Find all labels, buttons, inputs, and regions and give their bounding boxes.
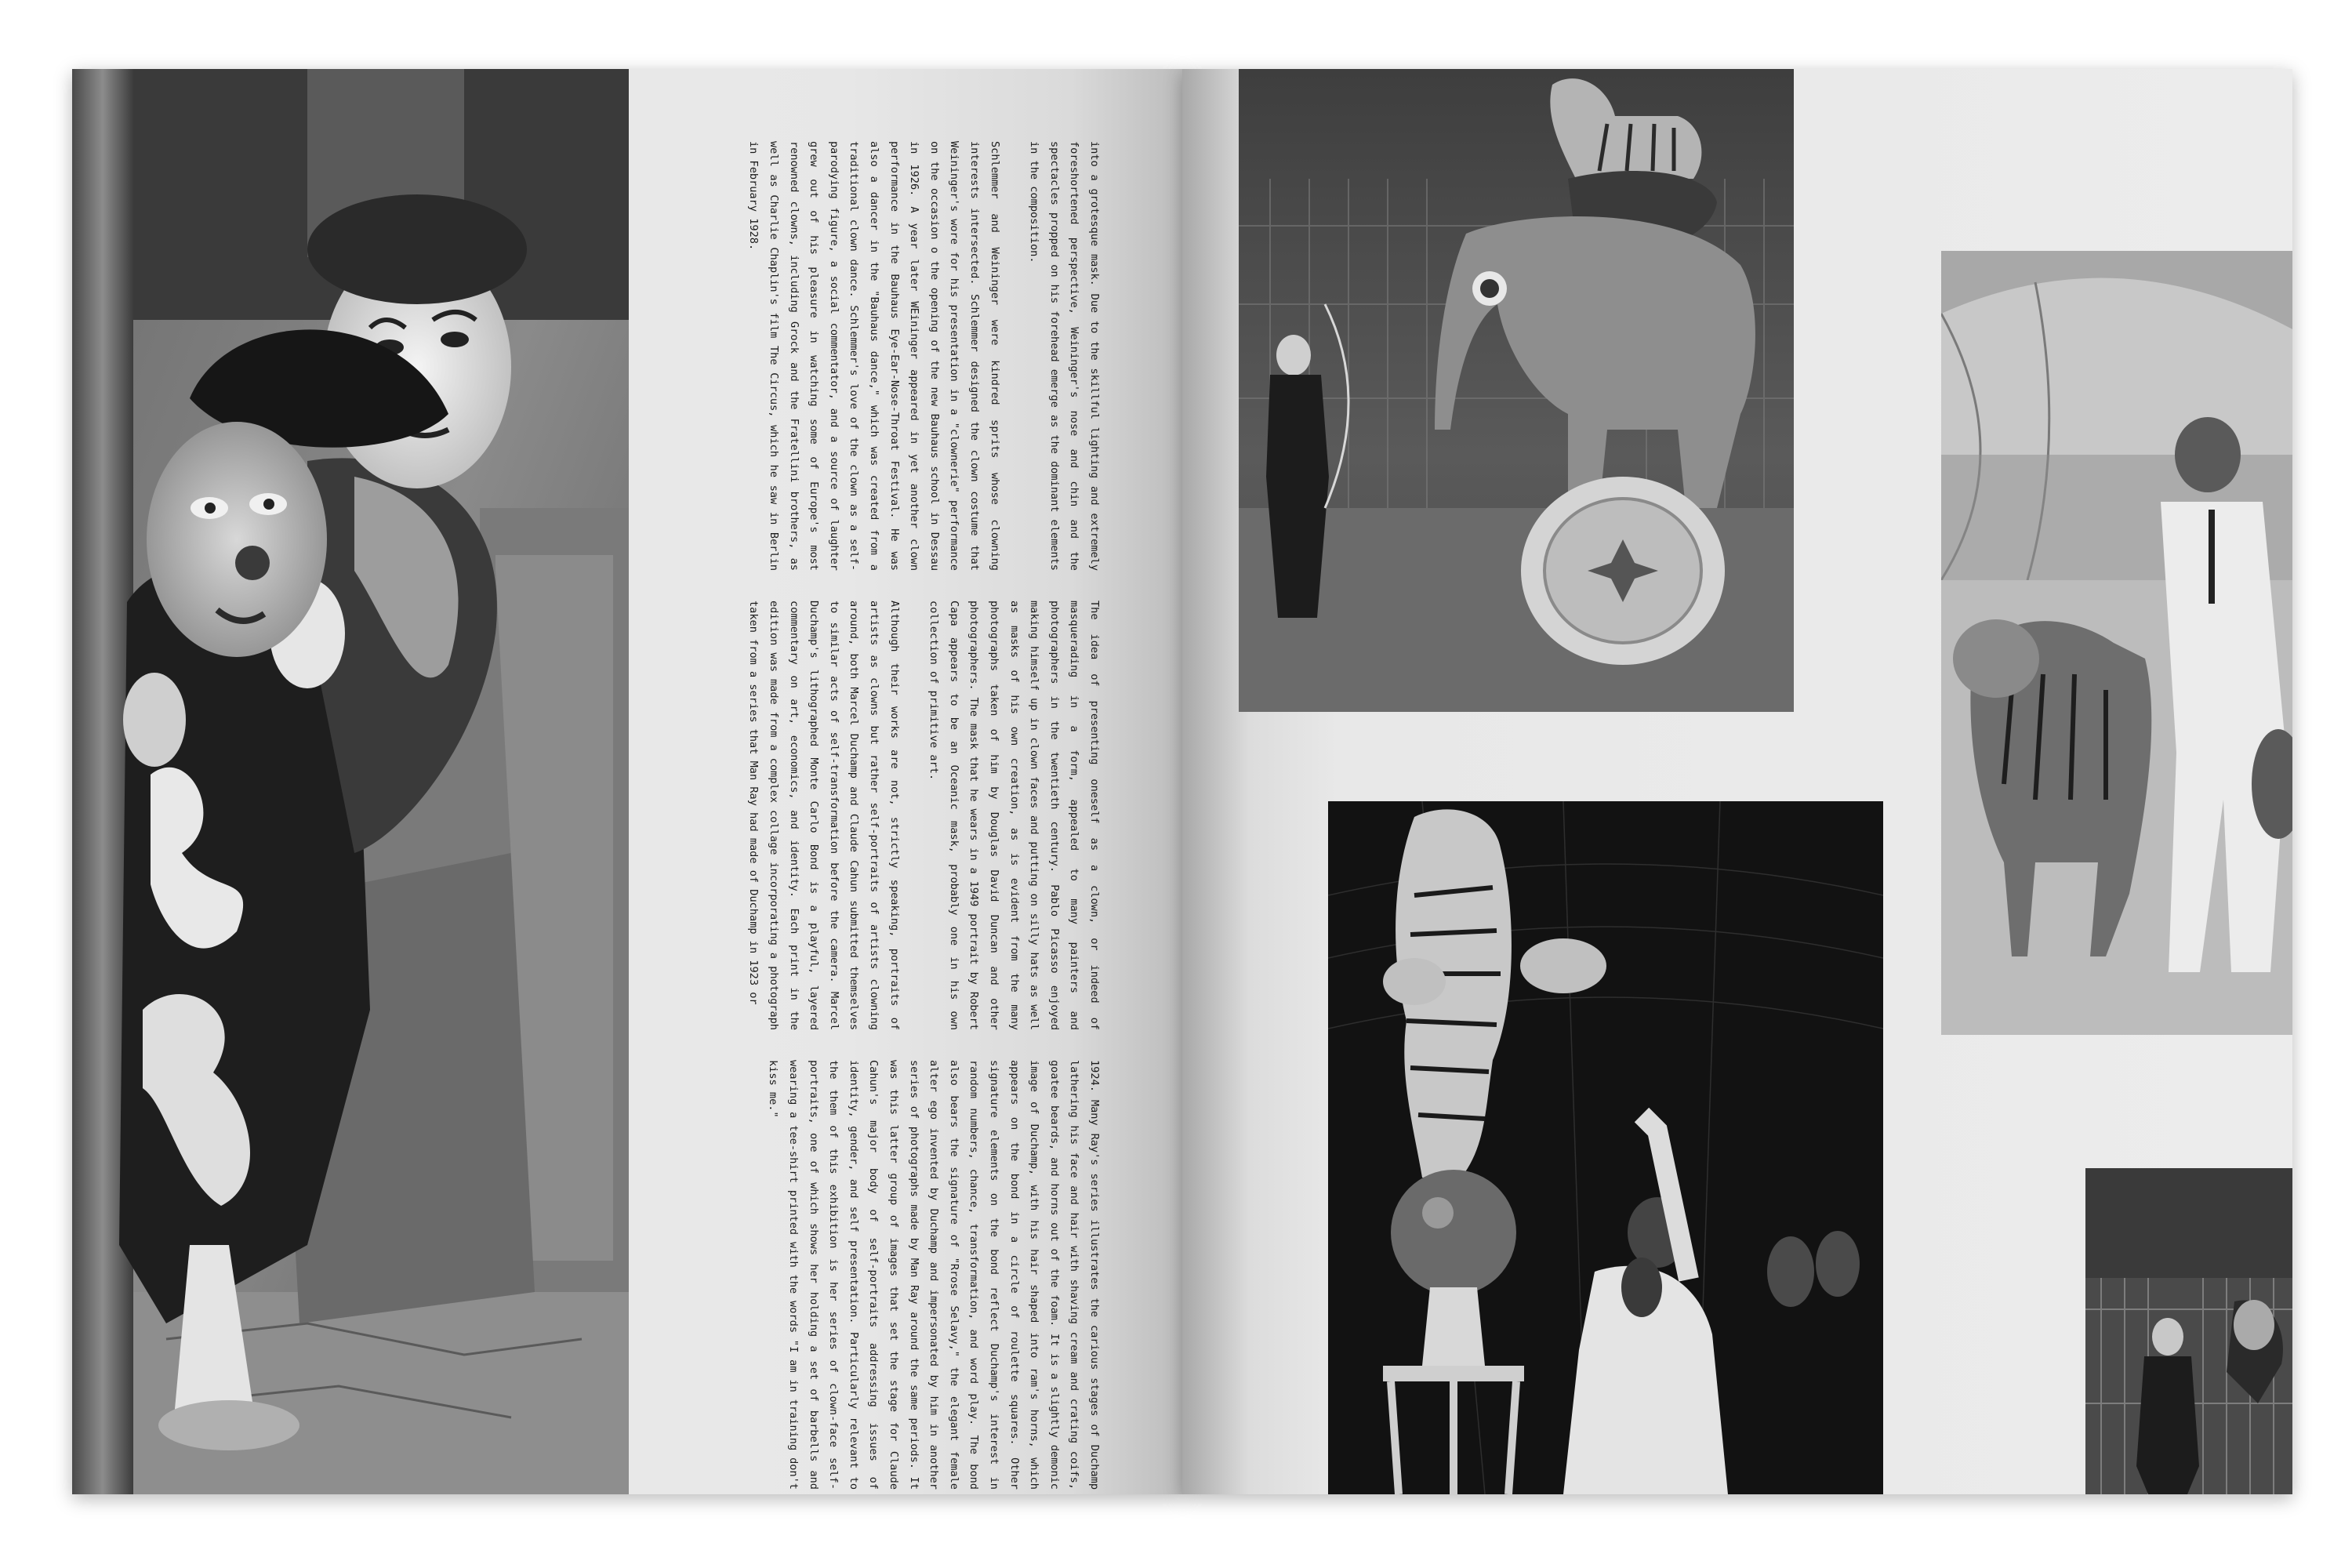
paragraph: 1924. Many Ray's series illustrates the carious stages of Duchamp lathering his face and hair with shaving cream and crating coifs, goatee beards, and horns out of the foam. It is a slightly demonic image of Duchamp, with his hair shaped into ram's horns, which appears on the bond in a circle of roulette squares. Other signature elements on the bond reflect Duchamp's interest in random numbers, chance, transformation, and word play. The bond also bears the signature of "Rrose Selavy," the elegant female alter ego invented by Duchamp and impersonated by him in another series of photographs made by Man Ray around the same periods. It was this latter group of images that set the stage for Claude Cahun's major body of self-portraits addressing issues of identity, gender, and self presentation. Particularly relevant to the them of this exhibition is her series of clown-face self-portraits, one of which shows her holding a set of barbells and wearing a tee-shirt printed with the words "I am in training don't kiss me.": [767, 1060, 1101, 1490]
elephant-tiger-circus-photo: [1239, 69, 1794, 712]
text-column-3: [696, 1060, 1104, 1490]
right-page: [1182, 69, 2292, 1494]
paragraph: The idea of presenting oneself as a clown, or indeed of masquerading in a form, appealed to many painters and photographers in the twentieth century. Pablo Picasso enjoyed making himself up in clown faces and putting on silly hats as well as masks of his own creation, as is evident from the many photographs taken of him by Douglas David Duncan and other photographers. The mask that he wears in a 1949 portrait by Robert Capa appears to be an Oceanic mask, probably one in his own collection of primitive art.: [927, 601, 1101, 1030]
text-column-2: [696, 601, 1104, 1030]
tamer-with-tigers-tent-photo: [1941, 251, 2292, 1035]
tamer-with-tigers-tent-photo-icon: [1941, 251, 2292, 1035]
article-text: [696, 141, 1104, 1490]
paragraph: Schlemmer and Weininger were kindred sprits whose clowning interests intersected. Schlemmer designed the clown costume that Weininger's wore for his presentation in a "clownerie" performance on the occasion o the opening of the new Bauhaus school in Dessau in 1926. A year later WEininger appeared in yet another clown performance in the Bauhaus Eye-Ear-Nose-Throat Festival. He was also a dancer in the "Bauhaus dance," which was created from a traditional clown dance. Schlemmer's love of the clown as a self-parodying figure, a social commentator, and a source of laughter grew out of his pleasure in watching some of Europe's most renowned clowns, including Grock and the Fratellini brothers, as well as Charlie Chaplin's film The Circus, which he saw in Berlin in February 1928.: [747, 141, 1001, 571]
paragraph: into a grotesque mask. Due to the skillful lighting and extremely foreshortened perspective, Weininger's nose and chin and the spectacles propped on his forehead emerge as the dominant elements in the composition.: [1028, 141, 1101, 571]
paragraph: Although their works are not, strictly speaking, portraits of artists as clowns but rather self-portraits of artists clowning around, both Marcel Duchamp and Claude Cahun submitted themselves to similar acts of self-transformation before the camera. Marcel Duchamp's lithographed Monte Carlo Bond is a playful, layered commentary on art, economics, and identity. Each print in the edition was made from a complex collage incorporating a photograph taken from a series that Man Ray had made of Duchamp in 1923 or: [747, 601, 901, 1030]
elephant-tiger-circus-photo-icon: [1239, 69, 1794, 712]
clowns-photo-icon: [72, 69, 629, 1494]
tiger-on-ball-tamer-photo: [1328, 801, 1883, 1494]
clowns-photo: [72, 69, 629, 1494]
text-column-1: [696, 141, 1104, 571]
ringmaster-cage-photo: [2085, 1168, 2292, 1494]
tiger-on-ball-tamer-photo-icon: [1328, 801, 1883, 1494]
ringmaster-cage-photo-icon: [2085, 1168, 2292, 1494]
